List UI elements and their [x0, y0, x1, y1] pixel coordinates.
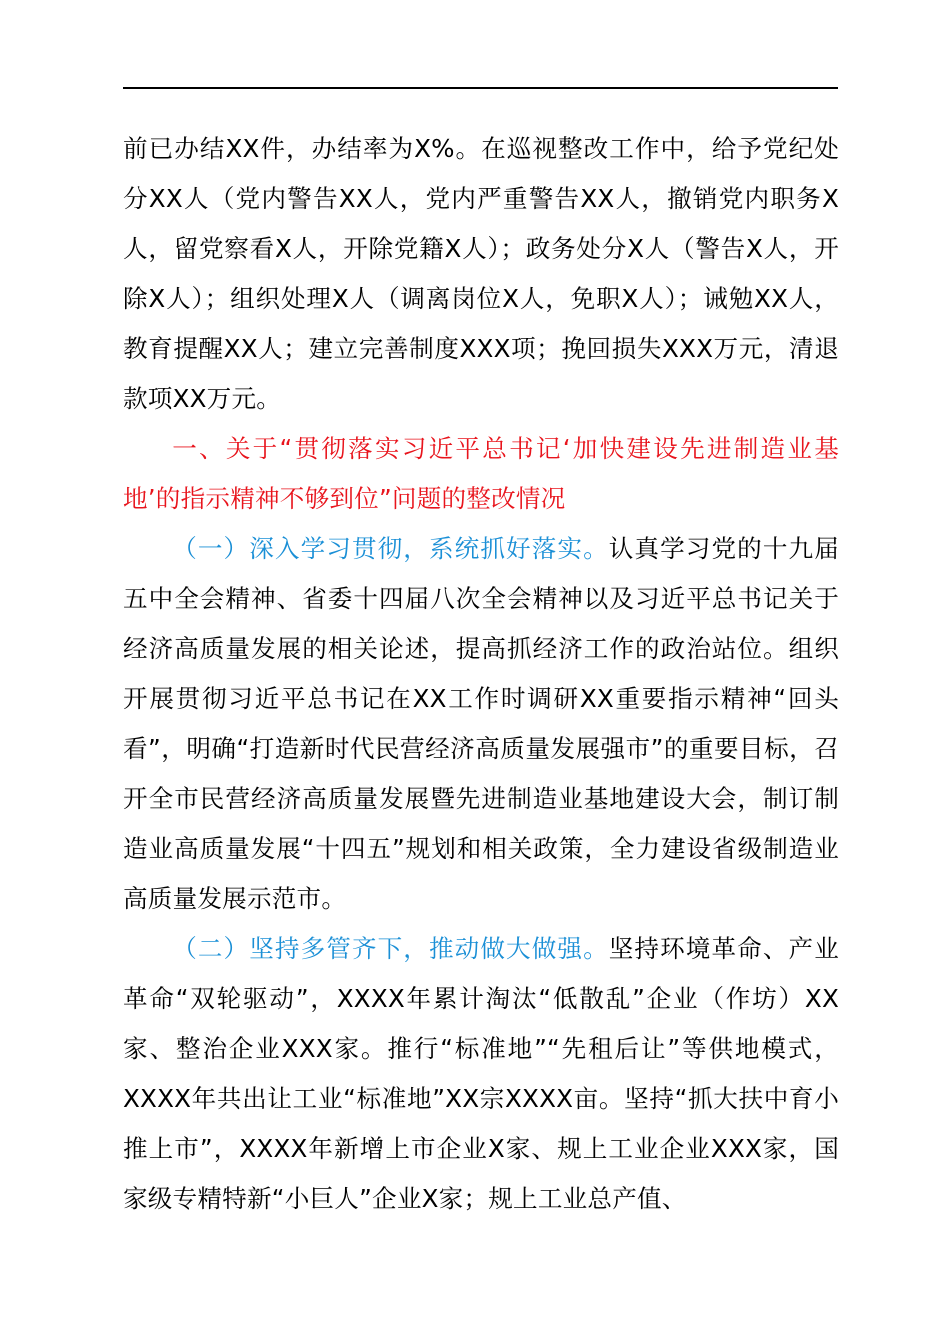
document-body — [123, 124, 839, 1224]
paragraph-1 — [123, 524, 839, 924]
paragraph-1-body: 认真学习党的十九届五中全会精神、省委十四届八次全会精神以及习近平总书记关于经济高质量发展的相关论述，提高抓经济工作的政治站位。组织开展贯彻习近平总书记在XX工作时调研XX重要指示精神“回头看”，明确“打造新时代民营经济高质量发展强市”的重要目标，召开全市民营经济高质量发展暨先进制造业基地建设大会，制订制造业高质量发展“十四五”规划和相关政策，全力建设省级制造业高质量发展示范市。 — [123, 534, 839, 913]
section-heading: 一、关于“贯彻落实习近平总书记‘加快建设先进制造业基地’的指示精神不够到位”问题的整改情况 — [123, 434, 839, 513]
paragraph-2-body: 坚持环境革命、产业革命“双轮驱动”，XXXX年累计淘汰“低散乱”企业（作坊）XX家、整治企业XXX家。推行“标准地”“先租后让”等供地模式，XXXX年共出让工业“标准地”XX宗XXXX亩。坚持“抓大扶中育小推上市”，XXXX年新增上市企业X家、规上工业企业XXX家，国家级专精特新“小巨人”企业X家；规上工业总产值、 — [123, 934, 839, 1213]
subheading-1: （一）深入学习贯彻，系统抓好落实。 — [172, 534, 609, 563]
subheading-2: （二）坚持多管齐下，推动做大做强。 — [172, 934, 609, 963]
header-rule — [123, 87, 838, 89]
paragraph-continued: 前已办结XX件，办结率为X%。在巡视整改工作中，给予党纪处分XX人（党内警告XX人，党内严重警告XX人，撤销党内职务X人，留党察看X人，开除党籍X人）；政务处分X人（警告X人，开除X人）；组织处理X人（调离岗位X人，免职X人）；诫勉XX人，教育提醒XX人；建立完善制度XXX项；挽回损失XXX万元，清退款项XX万元。 — [123, 134, 839, 413]
paragraph-2 — [123, 924, 839, 1224]
